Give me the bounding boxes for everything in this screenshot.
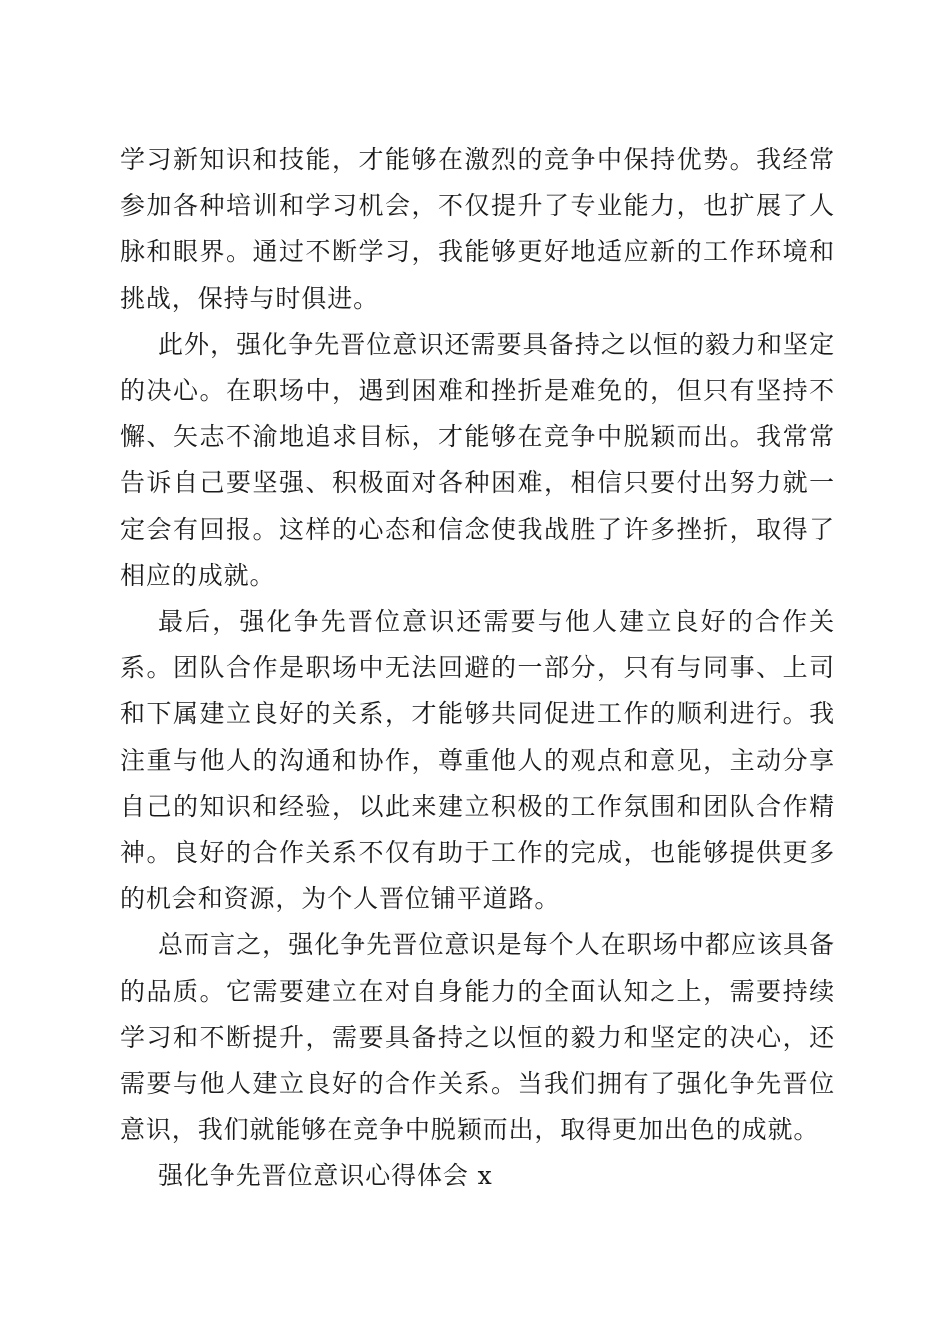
paragraph-2: 此外，强化争先晋位意识还需要具备持之以恒的毅力和坚定的决心。在职场中，遇到困难和挫折是难免的，但只有坚持不懈、矢志不渝地追求目标，才能够在竞争中脱颖而出。我常常告诉自己要坚强、积极面对各种困难，相信只要付出努力就一定会有回报。这样的心态和信念使我战胜了许多挫折，取得了相应的成就。	[120, 329, 835, 590]
paragraph-1: 学习新知识和技能，才能够在激烈的竞争中保持优势。我经常参加各种培训和学习机会，不仅提升了专业能力，也扩展了人脉和眼界。通过不断学习，我能够更好地适应新的工作环境和挑战，保持与时俱进。	[120, 145, 835, 313]
paragraph-3: 最后，强化争先晋位意识还需要与他人建立良好的合作关系。团队合作是职场中无法回避的一部分，只有与同事、上司和下属建立良好的关系，才能够共同促进工作的顺利进行。我注重与他人的沟通和协作，尊重他人的观点和意见，主动分享自己的知识和经验，以此来建立积极的工作氛围和团队合作精神。良好的合作关系不仅有助于工作的完成，也能够提供更多的机会和资源，为个人晋位铺平道路。	[120, 607, 835, 914]
paragraph-4: 总而言之，强化争先晋位意识是每个人在职场中都应该具备的品质。它需要建立在对自身能力的全面认知之上，需要持续学习和不断提升，需要具备持之以恒的毅力和坚定的决心，还需要与他人建立良好的合作关系。当我们拥有了强化争先晋位意识，我们就能够在竞争中脱颖而出，取得更加出色的成就。	[120, 930, 835, 1145]
document-heading-next: 强化争先晋位意识心得体会 x	[158, 1161, 493, 1191]
document-page	[120, 137, 835, 1200]
